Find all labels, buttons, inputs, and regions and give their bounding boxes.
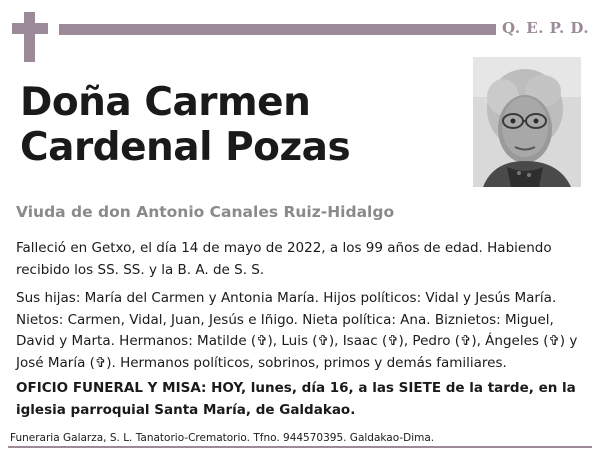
cross-icon [12, 12, 48, 62]
qepd-label: Q. E. P. D. [502, 19, 590, 37]
bottom-rule [8, 446, 592, 448]
name-line-2: Cardenal Pozas [20, 125, 351, 170]
deceased-name [20, 80, 460, 170]
portrait-photo [473, 57, 581, 187]
death-notice-paragraph: Falleció en Getxo, el día 14 de mayo de 2022, a los 99 años de edad. Habiendo recibido los SS. SS. y la B. A. de S. S. [16, 240, 552, 278]
funeral-paragraph: OFICIO FUNERAL Y MISA: HOY, lunes, día 16, a las SIETE de la tarde, en la iglesia parroquial Santa María, de Galdakao. [16, 380, 576, 418]
header-bar [59, 24, 496, 35]
name-line-1: Doña Carmen [20, 80, 311, 125]
funeral-home-footer: Funeraria Galarza, S. L. Tanatorio-Crematorio. Tfno. 944570395. Galdakao-Dima. [10, 432, 435, 444]
family-paragraph: Sus hijas: María del Carmen y Antonia María. Hijos políticos: Vidal y Jesús María. Nietos: Carmen, Vidal, Juan, Jesús e Iñigo. Nieta política: Ana. Biznietos: Miguel, David y Marta. Hermanos: Matilde (✞), Luis (✞), Isaac (✞), Pedro (✞), Ángeles (✞) y José María (✞). Hermanos políticos, sobrinos, primos y demás familiares. [16, 290, 578, 371]
widow-of-line: Viuda de don Antonio Canales Ruiz-Hidalgo [16, 203, 395, 221]
